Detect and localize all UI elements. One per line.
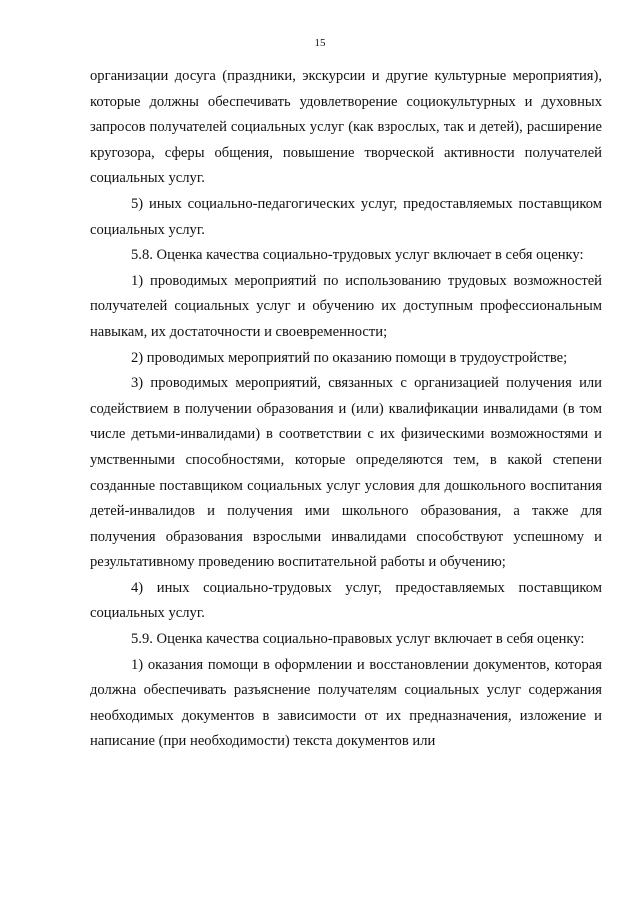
- paragraph-item-3-education: 3) проводимых мероприятий, связанных с организацией получения или содействием в получении образования и (или) квалификации инвалидами (в том числе детьми-инвалидами) в соответствии с их физическими возможностями и умственными способностями, которые определяются тем, в какой степени созданные поставщиком социальных услуг условия для дошкольного воспитания детей-инвалидов и получения ими школьного образования, а также для получения образования взрослыми инвалидами способствуют успешному и результативному проведению воспитательной работы и обучению;: [90, 375, 602, 571]
- paragraph-section-5-8: 5.8. Оценка качества социально-трудовых услуг включает в себя оценку:: [131, 247, 584, 264]
- paragraph-section-5-9: 5.9. Оценка качества социально-правовых услуг включает в себя оценку:: [131, 631, 585, 648]
- document-body: [90, 64, 602, 755]
- page-number: 15: [314, 37, 326, 49]
- paragraph-item-1-legal: 1) оказания помощи в оформлении и восстановлении документов, которая должна обеспечивать разъяснение получателям социальных услуг содержания необходимых документов в зависимости от их предназначения, изложение и написание (при необходимости) текста документов или: [90, 656, 602, 750]
- paragraph-item-2-employment: 2) проводимых мероприятий по оказанию помощи в трудоустройстве;: [131, 349, 568, 366]
- paragraph-item-1-labor: 1) проводимых мероприятий по использованию трудовых возможностей получателей социальных услуг и обучению их доступным профессиональным навыкам, их достаточности и своевременности;: [90, 272, 602, 340]
- paragraph-item-4-labor-other: 4) иных социально-трудовых услуг, предоставляемых поставщиком социальных услуг.: [90, 579, 602, 622]
- paragraph-leisure-continuation: организации досуга (праздники, экскурсии и другие культурные мероприятия), которые должны обеспечивать удовлетворение социокультурных и духовных запросов получателей социальных услуг (как взрослых, так и детей), расширение кругозора, сферы общения, повышение творческой активности получателей социальных услуг.: [90, 68, 602, 187]
- paragraph-item-5-pedagogical: 5) иных социально-педагогических услуг, предоставляемых поставщиком социальных услуг.: [90, 195, 602, 238]
